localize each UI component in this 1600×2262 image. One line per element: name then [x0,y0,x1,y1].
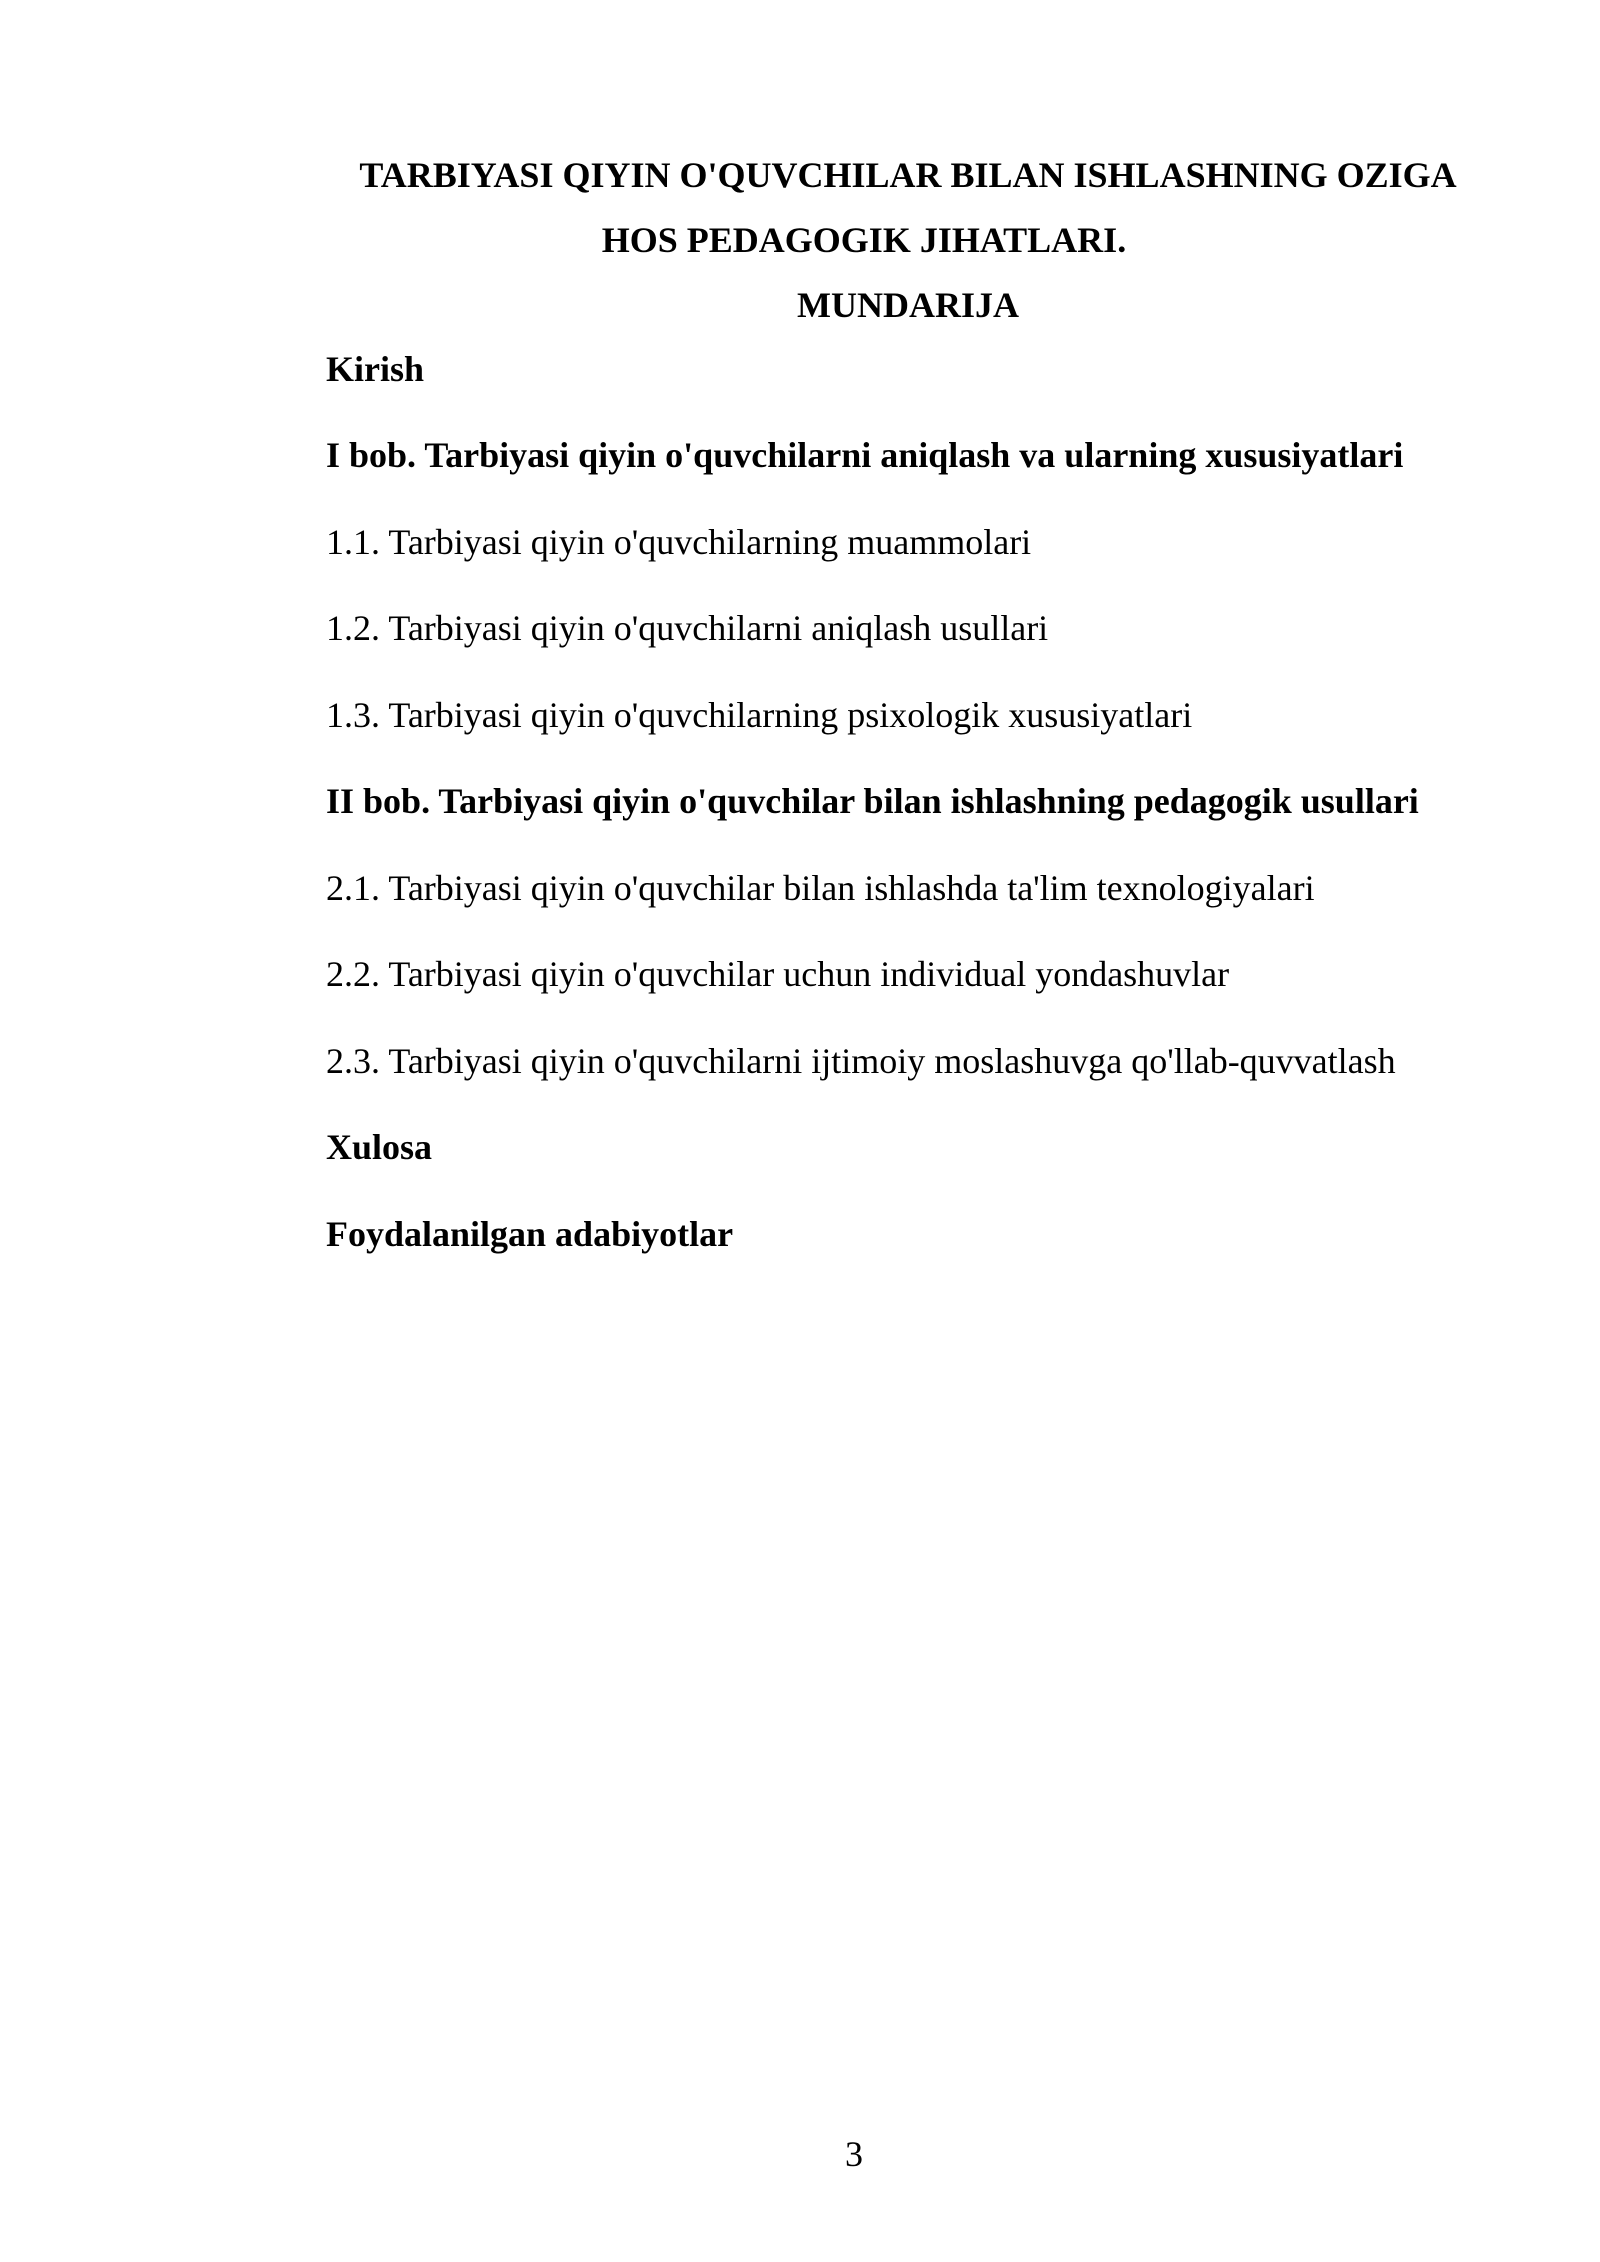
toc-item-chapter-2: II bob. Tarbiyasi qiyin o'quvchilar bilan ishlashning pedagogik usullari [326,781,1419,821]
toc-item-kirish: Kirish [326,349,425,389]
toc-item-2-2: 2.2. Tarbiyasi qiyin o'quvchilar uchun individual yondashuvlar [326,954,1230,994]
toc-item-2-1: 2.1. Tarbiyasi qiyin o'quvchilar bilan ishlashda ta'lim texnologiyalari [326,868,1315,908]
toc-item-1-1: 1.1. Tarbiyasi qiyin o'quvchilarning muammolari [326,522,1032,562]
document-title-line-1: TARBIYASI QIYIN O'QUVCHILAR BILAN ISHLASHNING OZIGA [359,155,1457,195]
toc-item-xulosa: Xulosa [326,1127,433,1167]
toc-item-1-2: 1.2. Tarbiyasi qiyin o'quvchilarni aniqlash usullari [326,608,1049,648]
toc-heading: MUNDARIJA [797,285,1019,325]
document-title-line-2: HOS PEDAGOGIK JIHATLARI. [601,220,1127,260]
page-number: 3 [845,2134,863,2174]
toc-item-2-3: 2.3. Tarbiyasi qiyin o'quvchilarni ijtimoiy moslashuvga qo'llab-quvvatlash [326,1041,1396,1081]
toc-item-1-3: 1.3. Tarbiyasi qiyin o'quvchilarning psixologik xususiyatlari [326,695,1193,735]
toc-item-references: Foydalanilgan adabiyotlar [326,1214,734,1254]
toc-item-chapter-1: I bob. Tarbiyasi qiyin o'quvchilarni aniqlash va ularning xususiyatlari [326,435,1404,475]
